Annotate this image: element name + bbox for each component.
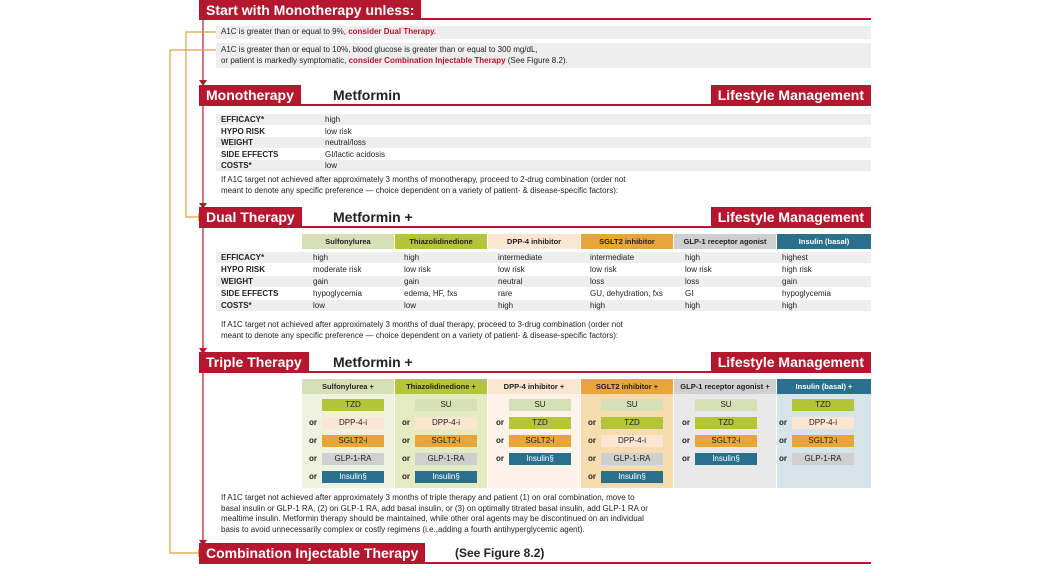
triple-option-sglt2: SGLT2-i xyxy=(695,435,757,447)
triple-option-dpp4: DPP-4-i xyxy=(792,417,854,429)
dual-cell: low risk xyxy=(590,265,617,274)
mono-value-hypo: low risk xyxy=(325,126,352,136)
triple-option-dpp4: DPP-4-i xyxy=(322,417,384,429)
mono-note-1: If A1C target not achieved after approximately 3 months of monotherapy, proceed to 2-drug combination (order not xyxy=(221,175,626,184)
dual-cell: low risk xyxy=(404,265,431,274)
dual-note-2: meant to denote any specific preference — choice dependent on a variety of patient- & disease-specific factors): xyxy=(221,331,619,340)
triple-option-glp1: GLP-1-RA xyxy=(415,453,477,465)
triple-option-su: SU xyxy=(695,399,757,411)
dual-note-1: If A1C target not achieved after approximately 3 months of dual therapy, proceed to 3-drug combination (order not xyxy=(221,320,623,329)
triple-header: Triple Therapy xyxy=(199,352,309,372)
dual-cell: GI xyxy=(685,289,694,298)
triple-or: or xyxy=(588,436,596,445)
triple-lifestyle: Lifestyle Management xyxy=(711,352,871,372)
mono-label-hypo: HYPO RISK xyxy=(221,126,266,136)
triple-or: or xyxy=(496,436,504,445)
dual-cell: moderate risk xyxy=(313,265,362,274)
start-condition-2b-post: (See Figure 8.2). xyxy=(507,56,568,65)
triple-or: or xyxy=(779,454,787,463)
triple-or: or xyxy=(309,454,317,463)
dual-cell: hypoglycemia xyxy=(782,289,831,298)
mono-label-efficacy: EFFICACY* xyxy=(221,115,265,124)
triple-or: or xyxy=(309,472,317,481)
triple-or: or xyxy=(402,472,410,481)
mono-rule xyxy=(199,104,871,106)
start-condition-2b xyxy=(221,56,568,66)
triple-or: or xyxy=(588,472,596,481)
triple-option-insulin: Insulin§ xyxy=(322,471,384,483)
triple-or: or xyxy=(588,418,596,427)
dual-cell: low xyxy=(404,301,417,310)
triple-option-dpp4: DPP-4-i xyxy=(415,417,477,429)
triple-col-sulfonylurea: Sulfonylurea + xyxy=(302,379,394,394)
mono-label-costs: COSTS* xyxy=(221,161,252,170)
combo-header: Combination Injectable Therapy xyxy=(199,543,425,563)
mono-value-costs: low xyxy=(325,161,338,170)
dual-col-dpp4: DPP-4 inhibitor xyxy=(488,234,580,249)
dual-cell: high xyxy=(685,301,701,310)
triple-option-su: SU xyxy=(415,399,477,411)
start-condition-1-emph: consider Dual Therapy. xyxy=(348,27,437,36)
dual-col-insulin: Insulin (basal) xyxy=(777,234,871,249)
dual-cell: loss xyxy=(590,277,605,286)
dual-cell: gain xyxy=(404,277,420,286)
dual-cell: rare xyxy=(498,289,513,298)
dual-cell: neutral xyxy=(498,277,523,286)
dual-label-side: SIDE EFFECTS xyxy=(221,289,279,298)
dual-cell: high xyxy=(313,253,329,262)
triple-or: or xyxy=(779,418,787,427)
dual-cell: GU, dehydration, fxs xyxy=(590,289,663,298)
triple-option-tzd: TZD xyxy=(322,399,384,411)
triple-drug: Metformin + xyxy=(333,354,413,370)
triple-col-glp1: GLP-1 receptor agonist + xyxy=(674,379,776,394)
mono-stripe-2 xyxy=(216,137,871,148)
triple-or: or xyxy=(682,418,690,427)
start-condition-2b-emph: consider Combination Injectable Therapy xyxy=(348,56,506,65)
flow-line-to-combo xyxy=(170,50,216,553)
triple-option-insulin: Insulin§ xyxy=(509,453,571,465)
triple-note-4: basis to avoid unnecessarily complex or costly regimens (i.e.,adding a fourth antihyperglycemic agent). xyxy=(221,524,585,534)
triple-col-dpp4: DPP-4 inhibitor + xyxy=(488,379,580,394)
dual-rule xyxy=(199,226,871,228)
dual-lifestyle: Lifestyle Management xyxy=(711,207,871,227)
triple-note-3: mealtime insulin. Metformin therapy should be maintained, while other oral agents may be discontinued on an individual xyxy=(221,514,644,523)
start-condition-1 xyxy=(221,27,436,37)
dual-label-efficacy: EFFICACY* xyxy=(221,253,265,262)
combo-see-figure: (See Figure 8.2) xyxy=(455,546,545,560)
mono-note-2: meant to denote any specific preference — choice dependent on a variety of patient- & disease-specific factors): xyxy=(221,186,619,195)
triple-option-insulin: Insulin§ xyxy=(601,471,663,483)
triple-col-tzd: Thiazolidinedione + xyxy=(395,379,487,394)
dual-col-tzd: Thiazolidinedione xyxy=(395,234,487,249)
triple-option-su: SU xyxy=(509,399,571,411)
mono-label-weight: WEIGHT xyxy=(221,138,253,147)
triple-option-su: SU xyxy=(601,399,663,411)
start-condition-1-text: A1C is greater than or equal to 9%, xyxy=(221,27,346,36)
mono-header: Monotherapy xyxy=(199,85,301,105)
dual-cell: hypoglycemia xyxy=(313,289,362,298)
triple-col-insulin: Insulin (basal) + xyxy=(777,379,871,394)
triple-or: or xyxy=(779,436,787,445)
triple-option-insulin: Insulin§ xyxy=(695,453,757,465)
triple-option-sglt2: SGLT2-i xyxy=(792,435,854,447)
dual-cell: gain xyxy=(313,277,329,286)
mono-lifestyle: Lifestyle Management xyxy=(711,85,871,105)
triple-or: or xyxy=(402,454,410,463)
triple-option-tzd: TZD xyxy=(792,399,854,411)
dual-cell: loss xyxy=(685,277,700,286)
dual-cell: low risk xyxy=(685,265,712,274)
dual-cell: high xyxy=(782,301,798,310)
triple-option-tzd: TZD xyxy=(601,417,663,429)
triple-option-sglt2: SGLT2-i xyxy=(415,435,477,447)
triple-or: or xyxy=(496,418,504,427)
triple-option-sglt2: SGLT2-i xyxy=(509,435,571,447)
dual-cell: highest xyxy=(782,253,808,262)
triple-option-glp1: GLP-1-RA xyxy=(792,453,854,465)
mono-value-efficacy: high xyxy=(325,115,341,124)
triple-option-glp1: GLP-1-RA xyxy=(601,453,663,465)
mono-stripe-3 xyxy=(216,160,871,171)
mono-value-side: GI/lactic acidosis xyxy=(325,149,386,159)
triple-option-tzd: TZD xyxy=(695,417,757,429)
triple-or: or xyxy=(496,454,504,463)
triple-or: or xyxy=(402,436,410,445)
combo-rule xyxy=(199,562,871,564)
mono-label-side: SIDE EFFECTS xyxy=(221,149,279,159)
start-header: Start with Monotherapy unless: xyxy=(199,0,421,20)
dual-drug: Metformin + xyxy=(333,209,413,225)
triple-option-tzd: TZD xyxy=(509,417,571,429)
triple-rule xyxy=(199,371,871,373)
dual-cell: intermediate xyxy=(590,253,635,262)
triple-or: or xyxy=(309,418,317,427)
dual-cell: low risk xyxy=(498,265,525,274)
mono-stripe-1 xyxy=(216,114,871,125)
triple-option-sglt2: SGLT2-i xyxy=(322,435,384,447)
triple-option-dpp4: DPP-4-i xyxy=(601,435,663,447)
dual-label-hypo: HYPO RISK xyxy=(221,265,266,274)
dual-label-costs: COSTS* xyxy=(221,301,252,310)
mono-drug: Metformin xyxy=(333,87,401,103)
triple-col-sglt2: SGLT2 inhibitor + xyxy=(581,379,673,394)
dual-cell: high xyxy=(685,253,701,262)
flow-line-to-dual xyxy=(186,32,216,217)
dual-col-sulfonylurea: Sulfonylurea xyxy=(302,234,394,249)
dual-header: Dual Therapy xyxy=(199,207,302,227)
triple-or: or xyxy=(682,436,690,445)
triple-or: or xyxy=(309,436,317,445)
dual-cell: gain xyxy=(782,277,798,286)
dual-cell: high xyxy=(590,301,606,310)
dual-cell: high xyxy=(498,301,514,310)
triple-or: or xyxy=(588,454,596,463)
start-condition-2b-pre: or patient is markedly symptomatic, xyxy=(221,56,347,65)
triple-or: or xyxy=(682,454,690,463)
dual-col-sglt2: SGLT2 inhibitor xyxy=(581,234,673,249)
dual-cell: edema, HF, fxs xyxy=(404,289,458,298)
dual-cell: intermediate xyxy=(498,253,543,262)
dual-cell: high risk xyxy=(782,265,812,274)
triple-note-1: If A1C target not achieved after approximately 3 months of triple therapy and patient (1) on oral combination, move to xyxy=(221,493,635,502)
triple-option-insulin: Insulin§ xyxy=(415,471,477,483)
mono-value-weight: neutral/loss xyxy=(325,138,366,147)
dual-col-glp1: GLP-1 receptor agonist xyxy=(674,234,776,249)
dual-cell: high xyxy=(404,253,420,262)
dual-label-weight: WEIGHT xyxy=(221,277,253,286)
triple-note-2: basal insulin or GLP-1 RA, (2) on GLP-1 RA, add basal insulin, or (3) on optimally titrated basal insulin, add GLP-1 RA or xyxy=(221,503,648,513)
triple-option-glp1: GLP-1-RA xyxy=(322,453,384,465)
start-header-rule xyxy=(199,18,871,20)
triple-or: or xyxy=(402,418,410,427)
start-condition-2a: A1C is greater than or equal to 10%, blood glucose is greater than or equal to 300 mg/dL, xyxy=(221,45,538,54)
dual-cell: low xyxy=(313,301,326,310)
